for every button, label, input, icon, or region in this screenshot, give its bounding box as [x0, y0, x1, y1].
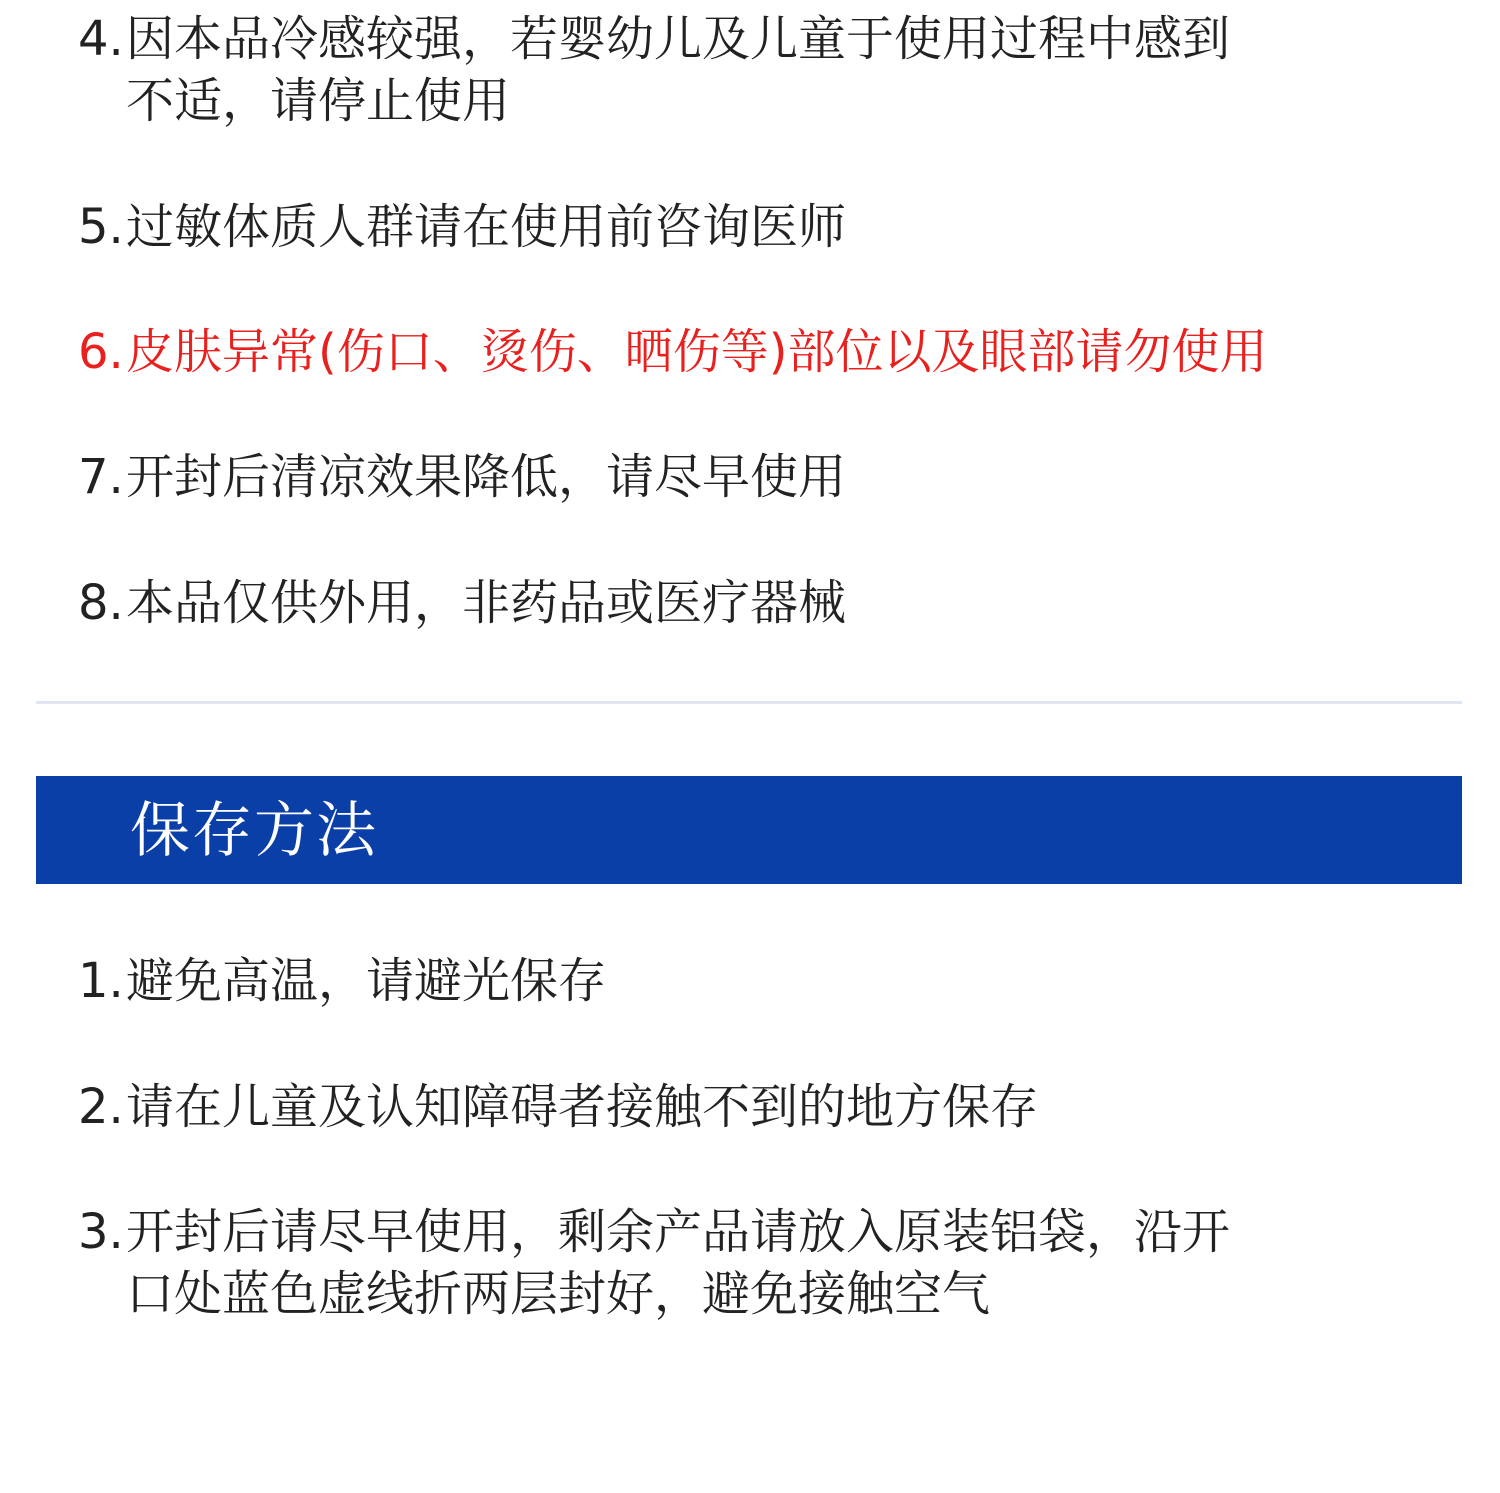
- item-number: 4.: [78, 11, 124, 67]
- precaution-item-8: [78, 572, 1418, 634]
- item-text: 开封后清凉效果降低，请尽早使用: [126, 449, 847, 505]
- item-number: 5.: [78, 199, 124, 255]
- item-number: 3.: [78, 1204, 124, 1260]
- item-text-continued: 口处蓝色虚线折两层封好，避免接触空气: [126, 1266, 991, 1322]
- precaution-item-4: [78, 8, 1418, 132]
- item-text: 避免高温，请避光保存: [126, 953, 607, 1009]
- item-number: 2.: [78, 1079, 124, 1135]
- item-text: 过敏体质人群请在使用前咨询医师: [126, 199, 847, 255]
- item-text: 开封后请尽早使用，剩余产品请放入原装铝袋，沿开: [126, 1204, 1231, 1260]
- precaution-item-6-warning: [78, 321, 1418, 383]
- precaution-item-7: [78, 446, 1418, 508]
- item-text-continued: 不适，请停止使用: [126, 73, 511, 129]
- storage-section-header: [36, 776, 1462, 884]
- precaution-item-5: [78, 196, 1418, 258]
- section-divider: [36, 701, 1462, 704]
- storage-item-1: [78, 950, 1418, 1012]
- storage-item-3: [78, 1201, 1418, 1325]
- item-text: 本品仅供外用，非药品或医疗器械: [126, 575, 847, 631]
- item-number: 8.: [78, 575, 124, 631]
- section-title: 保存方法: [130, 796, 378, 866]
- item-text: 请在儿童及认知障碍者接触不到的地方保存: [126, 1079, 1039, 1135]
- storage-item-2: [78, 1076, 1418, 1138]
- item-text: 皮肤异常(伤口、烫伤、晒伤等)部位以及眼部请勿使用: [126, 324, 1268, 380]
- item-number: 7.: [78, 449, 124, 505]
- item-number: 1.: [78, 953, 124, 1009]
- item-text: 因本品冷感较强，若婴幼儿及儿童于使用过程中感到: [126, 11, 1231, 67]
- item-number: 6.: [78, 324, 124, 380]
